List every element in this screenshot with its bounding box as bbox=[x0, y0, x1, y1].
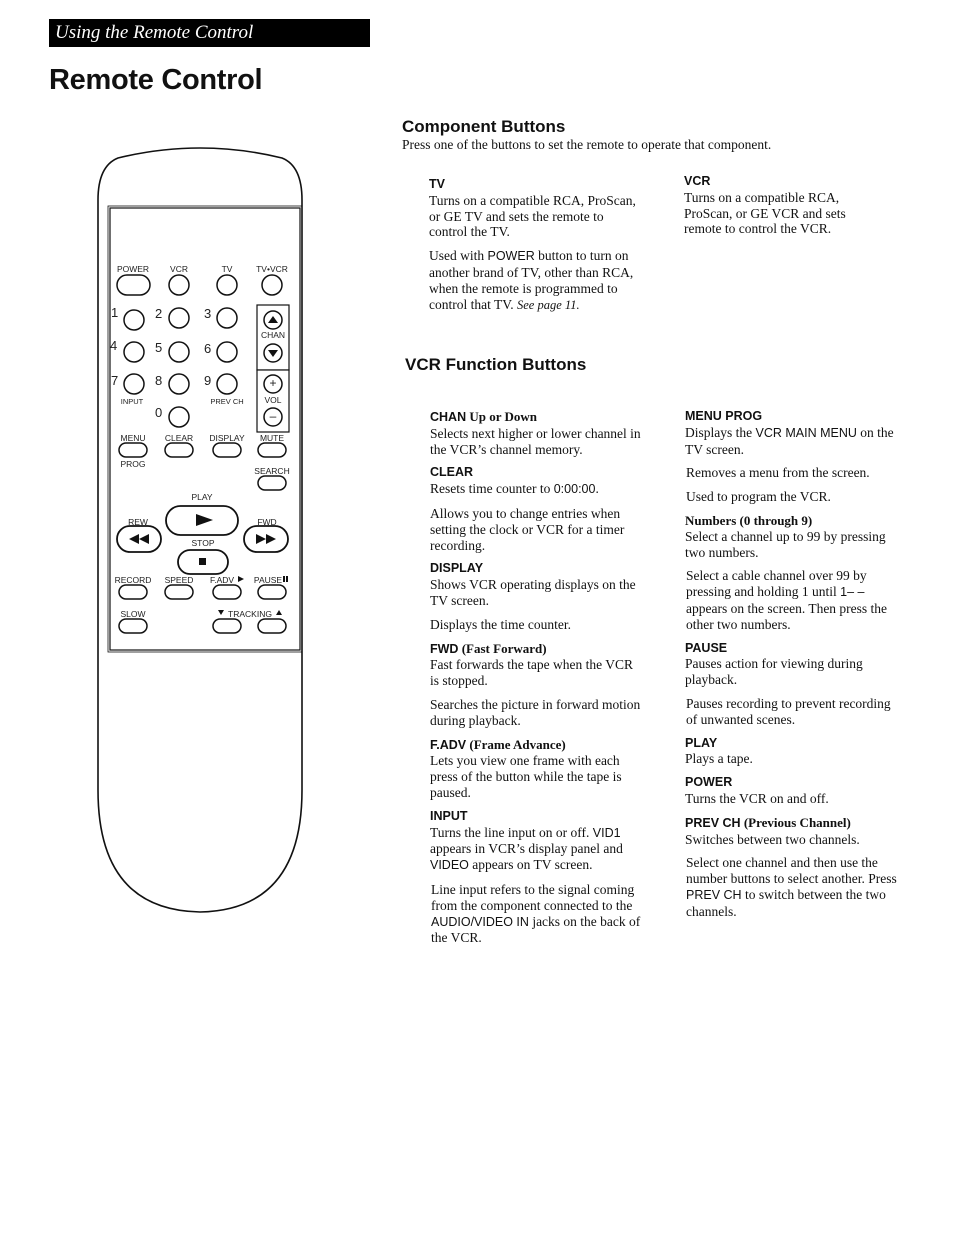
remote-digit-label: 4 bbox=[110, 338, 118, 353]
remote-digit-label: 6 bbox=[204, 341, 212, 356]
vcr-function-right-column bbox=[685, 409, 897, 928]
remote-digit-label: 2 bbox=[155, 306, 163, 321]
remote-clear-button bbox=[165, 443, 193, 457]
remote-control-illustration bbox=[80, 140, 320, 920]
component-heading: Component Buttons bbox=[402, 117, 566, 136]
remote-vol-plus: + bbox=[269, 376, 277, 390]
tv-desc-2: Used with POWER button to turn on another brand of TV, other than RCA, when the remote is programmed to control that TV. See page 11. bbox=[429, 248, 634, 312]
remote-digit-label: 7 bbox=[111, 373, 119, 388]
remote-record-button bbox=[119, 585, 147, 599]
remote-label-prog: PROG bbox=[120, 459, 146, 469]
component-intro: Press one of the buttons to set the remote to operate that component. bbox=[402, 137, 772, 152]
remote-digit-2 bbox=[169, 308, 189, 328]
see-page-ref: See page 11. bbox=[517, 297, 580, 312]
section-tag: Using the Remote Control bbox=[49, 19, 370, 47]
remote-digit-7 bbox=[124, 374, 144, 394]
remote-digit-9 bbox=[217, 374, 237, 394]
tv-desc: Turns on a compatible RCA, ProScan, or GE TV and sets the remote to control the TV. bbox=[429, 192, 636, 240]
remote-digit-label: 1 bbox=[111, 305, 119, 320]
remote-digit-label: 0 bbox=[155, 405, 163, 420]
remote-label-play: PLAY bbox=[191, 492, 213, 502]
remote-digit-label: 3 bbox=[204, 306, 212, 321]
remote-tv-button bbox=[217, 275, 237, 295]
remote-label-search: SEARCH bbox=[254, 466, 290, 476]
remote-label-rew: REW bbox=[128, 517, 148, 527]
remote-label-clear: CLEAR bbox=[164, 433, 194, 443]
remote-digit-3 bbox=[217, 308, 237, 328]
remote-label-power: POWER bbox=[116, 264, 150, 274]
entry-play: PLAY Plays a tape. bbox=[685, 735, 753, 767]
vcr-entry bbox=[684, 174, 884, 245]
remote-label-mute: MUTE bbox=[259, 433, 285, 443]
entry-fadv: F.ADV (Frame Advance) Lets you view one frame with each press of the button while the tape is paused. bbox=[430, 736, 622, 800]
remote-menu-button bbox=[119, 443, 147, 457]
entry-clear: CLEAR Resets time counter to 0:00:00. Allows you to change entries when setting the clock or VCR for a timer recording. bbox=[430, 465, 625, 553]
remote-label-pause: PAUSE bbox=[253, 575, 283, 585]
entry-display: DISPLAY Shows VCR operating displays on the TV screen. Displays the time counter. bbox=[430, 561, 636, 632]
remote-label-fwd: FWD bbox=[257, 517, 277, 527]
tv-entry bbox=[429, 177, 641, 321]
remote-label-stop: STOP bbox=[191, 538, 215, 548]
vcr-desc: Turns on a compatible RCA, ProScan, or GE VCR and sets remote to control the VCR. bbox=[684, 189, 846, 237]
remote-digit-label: 9 bbox=[204, 373, 212, 388]
remote-display-button bbox=[213, 443, 241, 457]
remote-pause-button bbox=[258, 585, 286, 599]
entry-fwd: FWD (Fast Forward) Fast forwards the tape when the VCR is stopped. Searches the picture in forward motion during playback. bbox=[430, 640, 641, 728]
remote-slow-button bbox=[119, 619, 147, 633]
page-title: Remote Control bbox=[49, 64, 263, 96]
vcr-function-left-column bbox=[430, 409, 642, 954]
remote-label-fadv: F.ADV bbox=[209, 575, 235, 585]
remote-tracking-up-button bbox=[258, 619, 286, 633]
remote-label-record: RECORD bbox=[114, 575, 152, 585]
remote-tracking-down-button bbox=[213, 619, 241, 633]
remote-label-chan: CHAN bbox=[260, 330, 286, 340]
remote-digit-8 bbox=[169, 374, 189, 394]
remote-speed-button bbox=[165, 585, 193, 599]
term-vcr: VCR bbox=[684, 174, 711, 188]
entry-power: POWER Turns the VCR on and off. bbox=[685, 775, 829, 806]
remote-tvvcr-button bbox=[262, 275, 282, 295]
entry-prev-ch: PREV CH (Previous Channel) Switches between two channels. Select one channel and then use the number buttons to select another. Press PREV CH to switch between the two channels. bbox=[685, 814, 897, 919]
remote-digit-label: 8 bbox=[155, 373, 163, 388]
remote-label-tvvcr: TV•VCR bbox=[256, 264, 288, 274]
remote-label-menu: MENU bbox=[120, 433, 146, 443]
entry-menu-prog: MENU PROG Displays the VCR MAIN MENU on the TV screen. Removes a menu from the screen. Used to program the VCR. bbox=[685, 409, 894, 505]
remote-drawing bbox=[80, 140, 320, 920]
entry-numbers: Numbers (0 through 9) Select a channel up to 99 by pressing two numbers. Select a cable channel over 99 by pressing and holding 1 until 1– – appears on the screen. Then press the other two numbers. bbox=[685, 512, 888, 632]
remote-label-tracking: TRACKING bbox=[228, 609, 272, 619]
remote-label-speed: SPEED bbox=[164, 575, 194, 585]
remote-digit-1 bbox=[124, 310, 144, 330]
remote-label-input: INPUT bbox=[120, 397, 144, 406]
remote-label-tv: TV bbox=[221, 264, 233, 274]
remote-search-button bbox=[258, 476, 286, 490]
remote-label-prevch: PREV CH bbox=[210, 397, 244, 406]
entry-chan: CHAN Up or Down Selects next higher or lower channel in the VCR’s channel memory. bbox=[430, 409, 641, 457]
remote-digit-6 bbox=[217, 342, 237, 362]
term-tv: TV bbox=[429, 177, 445, 191]
remote-label-vcr: VCR bbox=[170, 264, 188, 274]
remote-digit-5 bbox=[169, 342, 189, 362]
remote-label-display: DISPLAY bbox=[209, 433, 245, 443]
remote-vol-minus: – bbox=[269, 409, 277, 423]
remote-label-slow: SLOW bbox=[120, 609, 146, 619]
entry-input: INPUT Turns the line input on or off. VID1 appears in VCR’s display panel and VIDEO appears on TV screen. Line input refers to the signal coming from the component connected to the AUDIO/VIDEO IN jacks on the back of the VCR. bbox=[430, 808, 641, 946]
remote-digit-4 bbox=[124, 342, 144, 362]
remote-digit-0 bbox=[169, 407, 189, 427]
remote-digit-label: 5 bbox=[155, 340, 163, 355]
remote-fadv-button bbox=[213, 585, 241, 599]
vcr-function-heading: VCR Function Buttons bbox=[405, 355, 587, 374]
remote-label-vol: VOL bbox=[264, 395, 282, 405]
remote-mute-button bbox=[258, 443, 286, 457]
entry-pause: PAUSE Pauses action for viewing during playback. Pauses recording to prevent recording of unwanted scenes. bbox=[685, 640, 891, 727]
remote-vcr-button bbox=[169, 275, 189, 295]
remote-power-button bbox=[117, 275, 150, 295]
